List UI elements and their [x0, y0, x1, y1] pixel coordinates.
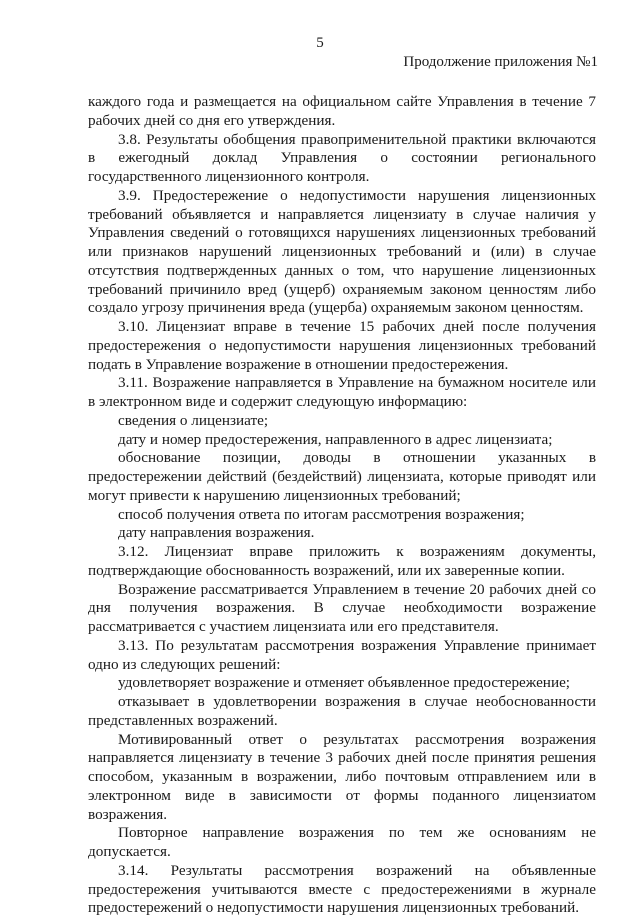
- list-item: дату и номер предостережения, направленного в адрес лицензиата;: [118, 430, 553, 448]
- body-text: [88, 93, 596, 918]
- paragraph: 3.8. Результаты обобщения правоприменительной практики включаются в ежегодный доклад Управления о состоянии регионального государственного лицензионного контроля.: [88, 130, 596, 185]
- list-item: удовлетворяет возражение и отменяет объявленное предостережение;: [118, 674, 571, 692]
- paragraph: 3.12. Лицензиат вправе приложить к возражениям документы, подтверждающие обоснованность возражений, или их заверенные копии.: [88, 543, 596, 579]
- running-header: Продолжение приложения №1: [403, 54, 598, 70]
- list-item: сведения о лицензиате;: [118, 411, 269, 429]
- list-item: способ получения ответа по итогам рассмотрения возражения;: [118, 505, 525, 523]
- list-item: обоснование позиции, доводы в отношении указанных в предостережении действий (бездействий) лицензиата, которые приводят или могут привести к нарушению лицензионных требований;: [88, 449, 596, 504]
- list-item: дату направления возражения.: [118, 524, 315, 542]
- paragraph: 3.10. Лицензиат вправе в течение 15 рабочих дней после получения предостережения о недопустимости нарушения лицензионных требований подать в Управление возражение в отношении предостережения.: [88, 318, 596, 373]
- paragraph: Повторное направление возражения по тем же основаниям не допускается.: [88, 824, 596, 860]
- paragraph: Возражение рассматривается Управлением в течение 20 рабочих дней со дня получения возражения. В случае необходимости возражение рассматривается с участием лицензиата или его представителя.: [88, 580, 596, 635]
- paragraph: 3.13. По результатам рассмотрения возражения Управление принимает одно из следующих решений:: [88, 636, 596, 673]
- paragraph: каждого года и размещается на официальном сайте Управления в течение 7 рабочих дней со дня его утверждения.: [88, 93, 596, 129]
- paragraph: 3.9. Предостережение о недопустимости нарушения лицензионных требований объявляется и направляется лицензиату в случае наличия у Управления сведений о готовящихся нарушениях лицензионных требований или признаков нарушений лицензионных требований и (или) в случае отсутствия подтвержденных данных о том, что нарушение лицензионных требований причинило вред (ущерб) охраняемым законом ценностям либо создало угрозу причинения вреда (ущерба) охраняемым законом ценностям.: [88, 186, 596, 317]
- list-item: отказывает в удовлетворении возражения в случае необоснованности представленных возражений.: [88, 693, 596, 729]
- paragraph: 3.14. Результаты рассмотрения возражений на объявленные предостережения учитываются вместе с предостережениями в журнале предостережений о недопустимости нарушения лицензионных требований.: [88, 861, 596, 917]
- paragraph: 3.11. Возражение направляется в Управление на бумажном носителе или в электронном виде и содержит следующую информацию:: [88, 374, 596, 410]
- page-number: 5: [316, 35, 324, 51]
- paragraph: Мотивированный ответ о результатах рассмотрения возражения направляется лицензиату в течение 3 рабочих дней после принятия решения способом, указанным в возражении, либо почтовым отправлением или в электронном виде в зависимости от формы поданного лицензиатом возражения.: [88, 730, 596, 823]
